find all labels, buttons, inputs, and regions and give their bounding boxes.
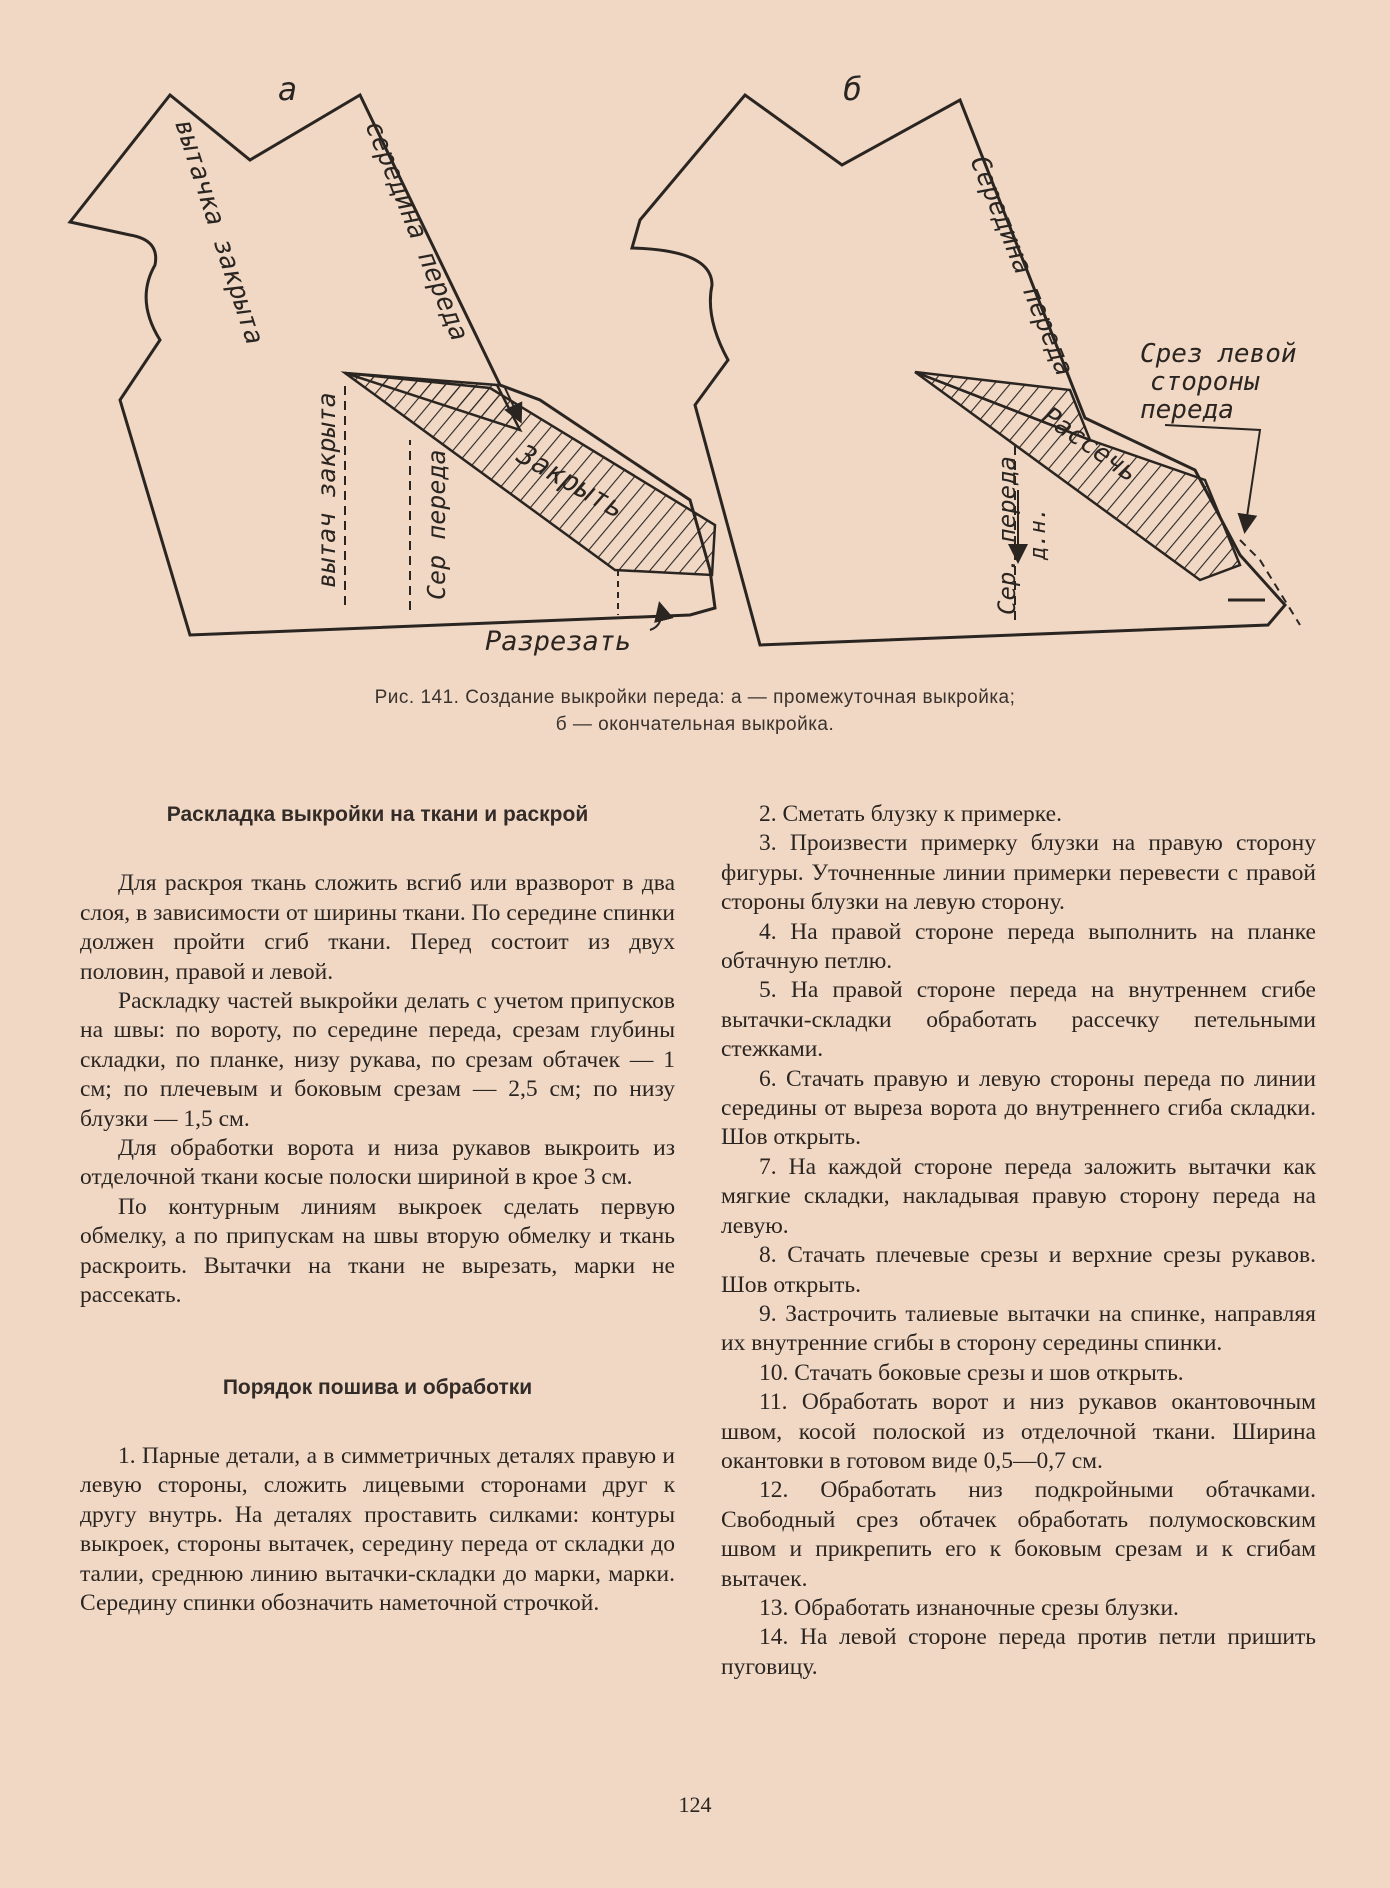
pattern-figure	[0, 0, 1390, 680]
step-item: 14. На левой стороне переда против петли пришить пуговицу.	[721, 1624, 1316, 1680]
pattern-b	[632, 70, 1300, 645]
step-item: 13. Обработать изнаночные срезы блузки.	[759, 1594, 1179, 1621]
paragraph: Раскладку частей выкройки делать с учетом припусков на швы: по вороту, по середине переда, срезам глубины складки, по планке, низу рукава, по срезам обтачек — 1 см; по плечевым и боковым срезам — 2,5 см; по низу блузки — 1,5 см.	[80, 988, 675, 1132]
section-heading-sewing: Порядок пошива и обработки	[222, 1375, 533, 1399]
pattern-a-label-dart-closed-lower: вытач закрыта	[312, 392, 341, 588]
step-item: 9. Застрочить талиевые вытачки на спинке, направляя их внутренние сгибы в сторону середины спинки.	[721, 1300, 1316, 1357]
pattern-b-label-slit: Рассечь	[1035, 401, 1143, 489]
step-item: 7. На каждой стороне переда заложить вытачки как мягкие складки, накладывая правую сторону переда на левую.	[721, 1153, 1316, 1239]
step-item: 11. Обработать ворот и низ рукавов окантовочным швом, косой полоской из отделочной ткани. Ширина окантовки в готовом виде 0,5—0,7 см.	[721, 1389, 1316, 1474]
step-item: 6. Стачать правую и левую стороны переда по линии середины от выреза ворота до внутреннего сгиба складки. Шов открыть.	[721, 1065, 1316, 1151]
pattern-b-dashed-edge	[1240, 540, 1300, 625]
label-b: б	[843, 70, 863, 108]
step-item: 2. Сметать блузку к примерке.	[759, 801, 1062, 827]
caption-line-1: Рис. 141. Создание выкройки переда: а — промежуточная выкройка;	[374, 687, 1016, 708]
paragraph: Для обработки ворота и низа рукавов выкроить из отделочной ткани косые полоски шириной в крое 3 см.	[80, 1135, 675, 1191]
step-item: 3. Произвести примерку блузки на правую сторону фигуры. Уточненные линии примерки перевести с правой стороны блузки на левую сторону.	[721, 830, 1316, 916]
paragraph: По контурным линиям выкроек сделать первую обмелку, а по припускам на швы вторую обмелку и ткань раскроить. Вытачки на ткани не вырезать, марки не рассекать.	[80, 1193, 675, 1309]
pattern-a-label-cut: Разрезать	[485, 626, 632, 657]
paragraph: 1. Парные детали, а в симметричных деталях правую и левую стороны, сложить лицевыми сторонами друг к другу внутрь. На деталях проставить силками: контуры выкроек, стороны вытачек, середину переда от складки до талии, среднюю линию вытачки-складки до марки, марки. Середину спинки обозначить наметочной строчкой.	[80, 1442, 675, 1616]
pattern-b-label-dn: д.н.	[1026, 507, 1051, 560]
pattern-b-label-left-edge-3: переда	[1140, 395, 1234, 425]
section-heading-layout: Раскладка выкройки на ткани и раскрой	[166, 803, 589, 826]
pattern-b-label-center-front: Середина переда	[963, 151, 1080, 381]
figure-caption	[190, 684, 1200, 738]
pattern-b-label-center-front-abbr: Сер. переда	[993, 456, 1021, 615]
pattern-a-label-close: Закрыть	[511, 437, 631, 526]
paragraph: Для раскроя ткань сложить всгиб или вразворот в два слоя, в зависимости от ширины ткани. По середине спинки должен пройти сгиб ткани. Перед состоит из двух половин, правой и левой.	[80, 870, 675, 985]
pattern-a-label-dart-closed-upper: вытачка закрыта	[168, 115, 270, 349]
step-item: 12. Обработать низ подкройными обтачками. Свободный срез обтачек обработать полумосковским швом и прикрепить его к боковым срезам и к сгибам вытачек.	[721, 1477, 1316, 1592]
step-item: 8. Стачать плечевые срезы и верхние срезы рукавов. Шов открыть.	[721, 1242, 1316, 1298]
pattern-a	[70, 70, 715, 657]
step-item: 4. На правой стороне переда выполнить на планке обтачную петлю.	[721, 918, 1316, 975]
left-column	[80, 800, 675, 1618]
step-item: 5. На правой стороне переда на внутреннем сгибе вытачки-складки обработать рассечку петельными стежками.	[721, 977, 1316, 1063]
page-number: 124	[678, 1792, 712, 1817]
caption-line-2: б — окончательная выкройка.	[555, 714, 835, 735]
pattern-b-label-left-edge-1: Срез левой	[1140, 339, 1297, 369]
pattern-a-label-center-front: середина переда	[358, 116, 475, 346]
step-item: 10. Стачать боковые срезы и шов открыть.	[759, 1359, 1184, 1386]
right-column	[721, 800, 1316, 1682]
pattern-a-label-center-front-abbr: Сер переда	[422, 449, 451, 600]
label-a: а	[278, 70, 298, 108]
pattern-b-label-left-edge-2: стороны	[1150, 367, 1260, 397]
